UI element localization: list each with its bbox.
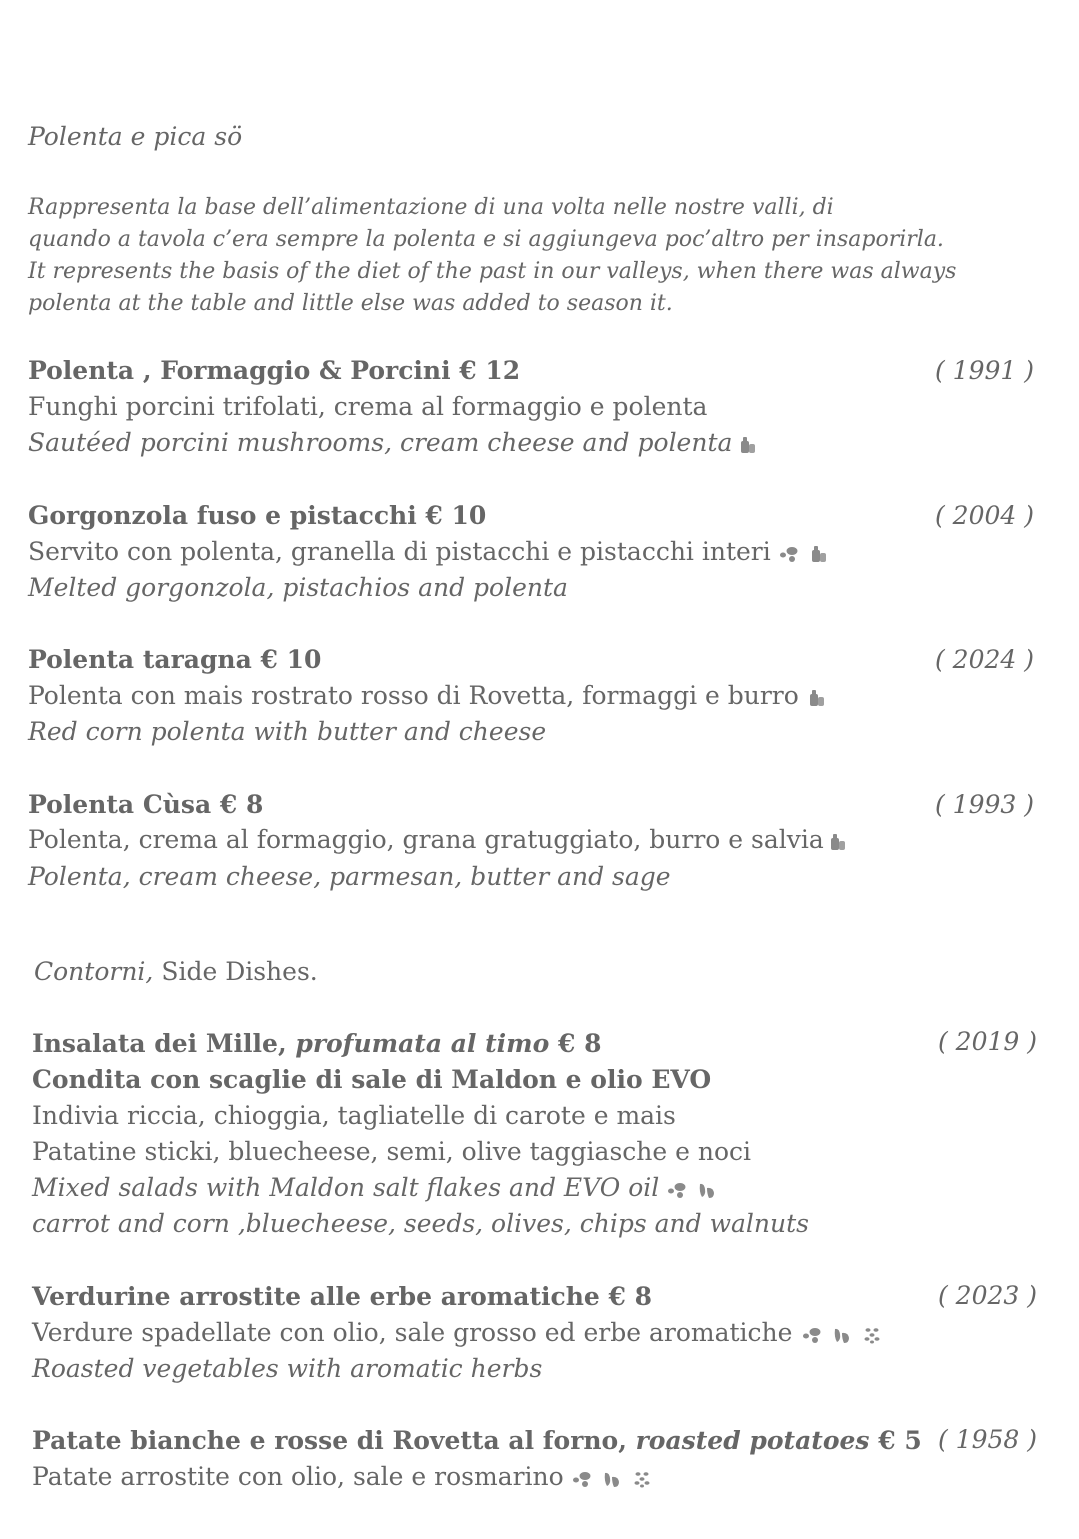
dish-description-en: Red corn polenta with butter and cheese — [28, 717, 547, 746]
dish-description-it-row — [28, 536, 829, 568]
dish-price: € 8 — [549, 1029, 602, 1058]
dish-description-it: Patate arrostite con olio, sale e rosmarino — [32, 1462, 564, 1491]
dish-description-en: Mixed salads with Maldon salt flakes and EVO oil — [32, 1173, 660, 1202]
section-title-polenta: Polenta e pica sö — [28, 122, 243, 151]
dish-name: Polenta , Formaggio & Porcini € 12 — [28, 356, 521, 385]
dish-price: € 5 — [869, 1426, 922, 1455]
dish-description-en-row — [28, 427, 758, 459]
nuts-icon — [779, 544, 799, 564]
dish-description-it: Servito con polenta, granella di pistacchi e pistacchi interi — [28, 537, 771, 566]
dish-year: ( 2024 ) — [934, 645, 1034, 674]
dish-description-it-row — [32, 1461, 652, 1493]
dish-subtitle: Condita con scaglie di sale di Maldon e olio EVO — [32, 1065, 712, 1094]
intro-line: Rappresenta la base dell’alimentazione di una volta nelle nostre valli, di — [28, 195, 834, 220]
celery-icon — [697, 1180, 717, 1200]
sesame-icon — [632, 1469, 652, 1489]
dish-description-en: Polenta, cream cheese, parmesan, butter and sage — [28, 862, 671, 891]
dish-description-it: Polenta, crema al formaggio, grana gratuggiato, burro e salvia — [28, 825, 824, 854]
dish-year: ( 1991 ) — [934, 356, 1034, 385]
intro-line: quando a tavola c’era sempre la polenta e si aggiungeva poc’altro per insaporirla. — [28, 227, 944, 252]
intro-line: It represents the basis of the diet of the past in our valleys, when there was always — [28, 259, 957, 284]
dish-description-it: Funghi porcini trifolati, crema al formaggio e polenta — [28, 392, 708, 421]
dish-name-main: Patate bianche e rosse di Rovetta al forno, — [32, 1426, 636, 1455]
dish-name-italic: profumata al timo — [295, 1029, 550, 1058]
section-title-it: Contorni, — [34, 957, 154, 986]
dish-name — [32, 1028, 602, 1060]
dish-description-it-row — [28, 680, 827, 712]
nuts-icon — [802, 1325, 822, 1345]
dish-description-it-row — [32, 1317, 882, 1349]
dish-year: ( 1958 ) — [937, 1425, 1037, 1454]
dish-year: ( 2023 ) — [937, 1281, 1037, 1310]
celery-icon — [832, 1325, 852, 1345]
milk-bottle-icon — [738, 435, 758, 455]
dish-description-en-row — [32, 1172, 717, 1204]
dish-year: ( 2019 ) — [937, 1027, 1037, 1056]
dish-description-it: Verdure spadellate con olio, sale grosso ed erbe aromatiche — [32, 1318, 793, 1347]
nuts-icon — [667, 1180, 687, 1200]
milk-bottle-icon — [828, 832, 848, 852]
dish-description-it-row — [28, 824, 848, 856]
section-title-en: Side Dishes. — [153, 957, 318, 986]
dish-name: Polenta taragna € 10 — [28, 645, 322, 674]
dish-name-italic: roasted potatoes — [635, 1426, 870, 1455]
dish-name: Verdurine arrostite alle erbe aromatiche € 8 — [32, 1282, 652, 1311]
milk-bottle-icon — [807, 688, 827, 708]
dish-name: Gorgonzola fuso e pistacchi € 10 — [28, 501, 487, 530]
dish-description-en: Roasted vegetables with aromatic herbs — [32, 1354, 543, 1383]
dish-name: Polenta Cùsa € 8 — [28, 790, 264, 819]
dish-description-it: Patatine sticki, bluecheese, semi, olive taggiasche e noci — [32, 1137, 752, 1166]
dish-description-en: Melted gorgonzola, pistachios and polenta — [28, 573, 568, 602]
nuts-icon — [572, 1469, 592, 1489]
celery-icon — [602, 1469, 622, 1489]
dish-year: ( 1993 ) — [934, 790, 1034, 819]
sesame-icon — [862, 1325, 882, 1345]
dish-description-it: Polenta con mais rostrato rosso di Rovetta, formaggi e burro — [28, 681, 799, 710]
section-title-contorni — [34, 956, 318, 988]
dish-name-main: Insalata dei Mille, — [32, 1029, 296, 1058]
dish-description-it: Indivia riccia, chioggia, tagliatelle di carote e mais — [32, 1101, 676, 1130]
milk-bottle-icon — [809, 544, 829, 564]
dish-year: ( 2004 ) — [934, 501, 1034, 530]
dish-description-en: carrot and corn ,bluecheese, seeds, olives, chips and walnuts — [32, 1209, 809, 1238]
dish-description-en: Sautéed porcini mushrooms, cream cheese and polenta — [28, 428, 733, 457]
intro-line: polenta at the table and little else was added to season it. — [28, 291, 673, 316]
dish-name — [32, 1425, 922, 1457]
